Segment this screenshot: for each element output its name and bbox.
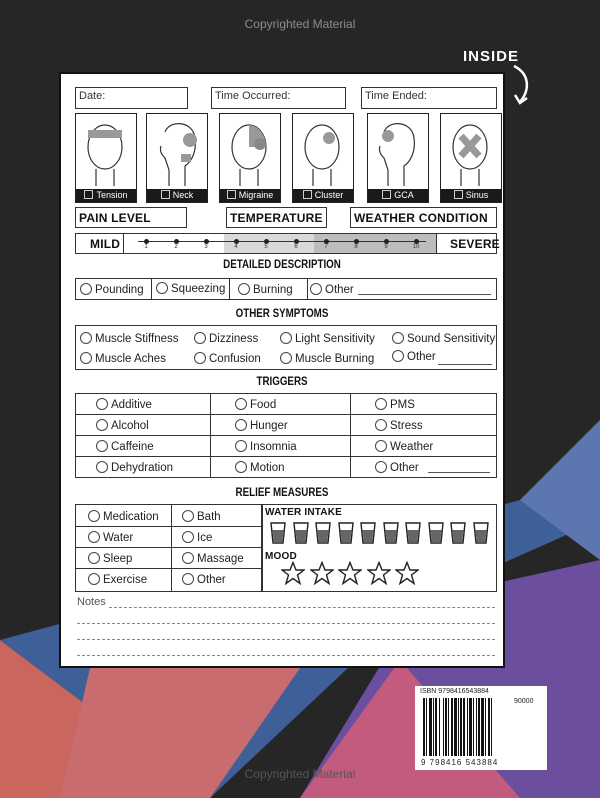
barcode-bar xyxy=(443,698,444,756)
triggers-title: TRIGGERS xyxy=(256,376,308,388)
time-ended-field[interactable]: Time Ended: xyxy=(361,87,497,109)
tension-label: Tension xyxy=(96,190,128,200)
ice-option[interactable]: Ice xyxy=(182,531,212,544)
gca-profile-icon xyxy=(368,114,427,189)
inside-label: INSIDE xyxy=(463,48,520,65)
notes-line-4[interactable] xyxy=(77,655,495,656)
symptoms-box xyxy=(75,325,497,370)
water-cup-icon[interactable] xyxy=(292,521,310,545)
trigger-other-option[interactable]: Other xyxy=(375,461,419,474)
other-option[interactable]: Other xyxy=(310,283,354,296)
relief-other-option[interactable]: Other xyxy=(182,573,226,586)
muscle-aches-option[interactable]: Muscle Aches xyxy=(80,352,166,365)
barcode-digits: 9 798416 543884 xyxy=(421,758,499,767)
muscle-burning-option[interactable]: Muscle Burning xyxy=(280,352,374,365)
pain-level-label: PAIN LEVEL xyxy=(79,211,151,225)
cluster-head[interactable] xyxy=(292,113,354,203)
massage-option[interactable]: Massage xyxy=(182,552,244,565)
barcode-bar xyxy=(429,698,432,756)
tension-head[interactable] xyxy=(75,113,137,203)
scale-tick-label: 3 xyxy=(204,244,208,250)
medication-option[interactable]: Medication xyxy=(88,510,159,523)
barcode-box xyxy=(415,686,547,770)
pain-scale[interactable] xyxy=(75,233,500,254)
motion-option[interactable]: Motion xyxy=(235,461,285,474)
barcode-bar xyxy=(448,698,449,756)
pain-level-field[interactable] xyxy=(75,207,187,228)
triggers-table xyxy=(75,393,497,478)
barcode-bar xyxy=(445,698,447,756)
water-cup-icon[interactable] xyxy=(337,521,355,545)
time-occurred-field[interactable]: Time Occurred: xyxy=(211,87,346,109)
water-cup-icon[interactable] xyxy=(382,521,400,545)
price-code: 90000 xyxy=(514,698,534,705)
pms-option[interactable]: PMS xyxy=(375,398,415,411)
date-field[interactable]: Date: xyxy=(75,87,188,109)
cluster-label: Cluster xyxy=(314,190,344,200)
barcode-bar xyxy=(439,698,440,756)
burning-option[interactable]: Burning xyxy=(238,283,293,296)
barcode-bar xyxy=(433,698,434,756)
water-cup-icon[interactable] xyxy=(314,521,332,545)
cluster-face-icon xyxy=(293,114,352,189)
barcode-bar xyxy=(458,698,459,756)
mood-star-icon[interactable] xyxy=(310,561,334,585)
notes-line-1[interactable] xyxy=(109,607,495,608)
scale-tick-label: 8 xyxy=(354,244,358,250)
weather-label: WEATHER CONDITION xyxy=(354,211,488,225)
barcode-bar xyxy=(463,698,465,756)
water-cup-icon[interactable] xyxy=(359,521,377,545)
dehydration-option[interactable]: Dehydration xyxy=(96,461,173,474)
mood-label: MOOD xyxy=(265,551,297,562)
barcode-bar xyxy=(476,698,477,756)
weather-option[interactable]: Weather xyxy=(375,440,433,453)
barcode-bar xyxy=(478,698,480,756)
sinus-label: Sinus xyxy=(465,190,489,200)
relief-title: RELIEF MEASURES xyxy=(235,487,329,499)
additive-option[interactable]: Additive xyxy=(96,398,152,411)
symptoms-title: OTHER SYMPTOMS xyxy=(235,308,329,320)
symptom-other-option[interactable]: Other xyxy=(392,350,436,363)
scale-tick-label: 4 xyxy=(234,244,238,250)
barcode-bar xyxy=(426,698,427,756)
neck-head[interactable] xyxy=(146,113,208,203)
watermark-top: Copyrighted Material xyxy=(244,17,356,31)
temperature-field[interactable] xyxy=(226,207,327,228)
barcode-bar xyxy=(485,698,486,756)
barcode-bar xyxy=(423,698,425,756)
scale-mild-label: MILD xyxy=(90,237,121,251)
water-cup-icon[interactable] xyxy=(404,521,422,545)
barcode-bar xyxy=(491,698,492,756)
notes-line-2[interactable] xyxy=(77,623,495,624)
barcode-bar xyxy=(460,698,462,756)
barcode-bar xyxy=(481,698,484,756)
water-mood-box xyxy=(262,504,497,592)
temperature-label: TEMPERATURE xyxy=(230,211,323,225)
migraine-head[interactable] xyxy=(219,113,281,203)
barcode-bar xyxy=(435,698,437,756)
water-cup-icon[interactable] xyxy=(472,521,490,545)
neck-label: Neck xyxy=(172,190,194,200)
scale-tick-label: 6 xyxy=(294,244,298,250)
tension-face-icon xyxy=(76,114,135,189)
hunger-option[interactable]: Hunger xyxy=(235,419,288,432)
food-option[interactable]: Food xyxy=(235,398,276,411)
mood-star-icon[interactable] xyxy=(367,561,391,585)
alcohol-option[interactable]: Alcohol xyxy=(96,419,149,432)
relief-table xyxy=(75,504,262,592)
sinus-face-icon xyxy=(441,114,500,189)
barcode-bar xyxy=(473,698,474,756)
scale-tick-label: 10 xyxy=(412,244,420,250)
mood-star-icon[interactable] xyxy=(338,561,362,585)
sound-sensitivity-option[interactable]: Sound Sensitivity xyxy=(392,332,495,345)
notes-label: Notes xyxy=(77,596,106,608)
bath-option[interactable]: Bath xyxy=(182,510,221,523)
scale-tick-label: 2 xyxy=(174,244,178,250)
barcode-bar xyxy=(467,698,468,756)
migraine-label: Migraine xyxy=(238,190,274,200)
gca-label: GCA xyxy=(394,190,414,200)
muscle-stiffness-option[interactable]: Muscle Stiffness xyxy=(80,332,179,345)
scale-tick-label: 7 xyxy=(324,244,328,250)
light-sensitivity-option[interactable]: Light Sensitivity xyxy=(280,332,375,345)
detailed-options xyxy=(75,278,497,300)
weather-field[interactable] xyxy=(350,207,497,228)
caffeine-option[interactable]: Caffeine xyxy=(96,440,154,453)
scale-tick-label: 5 xyxy=(264,244,268,250)
notes-line-3[interactable] xyxy=(77,639,495,640)
migraine-face-icon xyxy=(220,114,279,189)
water-option[interactable]: Water xyxy=(88,531,133,544)
mood-star-icon[interactable] xyxy=(281,561,305,585)
watermark-bottom: Copyrighted Material xyxy=(244,767,356,781)
barcode-bar xyxy=(469,698,472,756)
exercise-option[interactable]: Exercise xyxy=(88,573,147,586)
isbn-text: ISBN 9798416543884 xyxy=(420,688,489,695)
confusion-option[interactable]: Confusion xyxy=(194,352,261,365)
water-cup-icon[interactable] xyxy=(449,521,467,545)
water-intake-label: WATER INTAKE xyxy=(265,507,343,518)
detailed-title: DETAILED DESCRIPTION xyxy=(223,259,341,271)
sinus-head[interactable] xyxy=(440,113,502,203)
stress-option[interactable]: Stress xyxy=(375,419,423,432)
journal-page xyxy=(59,72,505,668)
barcode-bars xyxy=(423,698,543,756)
neck-profile-icon xyxy=(147,114,206,189)
scale-tick-label: 9 xyxy=(384,244,388,250)
barcode-bar xyxy=(454,698,457,756)
scale-tick-label: 1 xyxy=(144,244,148,250)
dizziness-option[interactable]: Dizziness xyxy=(194,332,258,345)
curved-arrow-icon xyxy=(508,64,534,108)
water-cup-icon[interactable] xyxy=(427,521,445,545)
mood-star-icon[interactable] xyxy=(395,561,419,585)
water-cup-icon[interactable] xyxy=(269,521,287,545)
barcode-bar xyxy=(451,698,453,756)
scale-severe-label: SEVERE xyxy=(450,237,500,251)
squeezing-option[interactable]: Squeezing xyxy=(156,282,225,295)
barcode-bar xyxy=(488,698,490,756)
gca-head[interactable] xyxy=(367,113,429,203)
insomnia-option[interactable]: Insomnia xyxy=(235,440,297,453)
sleep-option[interactable]: Sleep xyxy=(88,552,132,565)
pounding-option[interactable]: Pounding xyxy=(80,283,144,296)
